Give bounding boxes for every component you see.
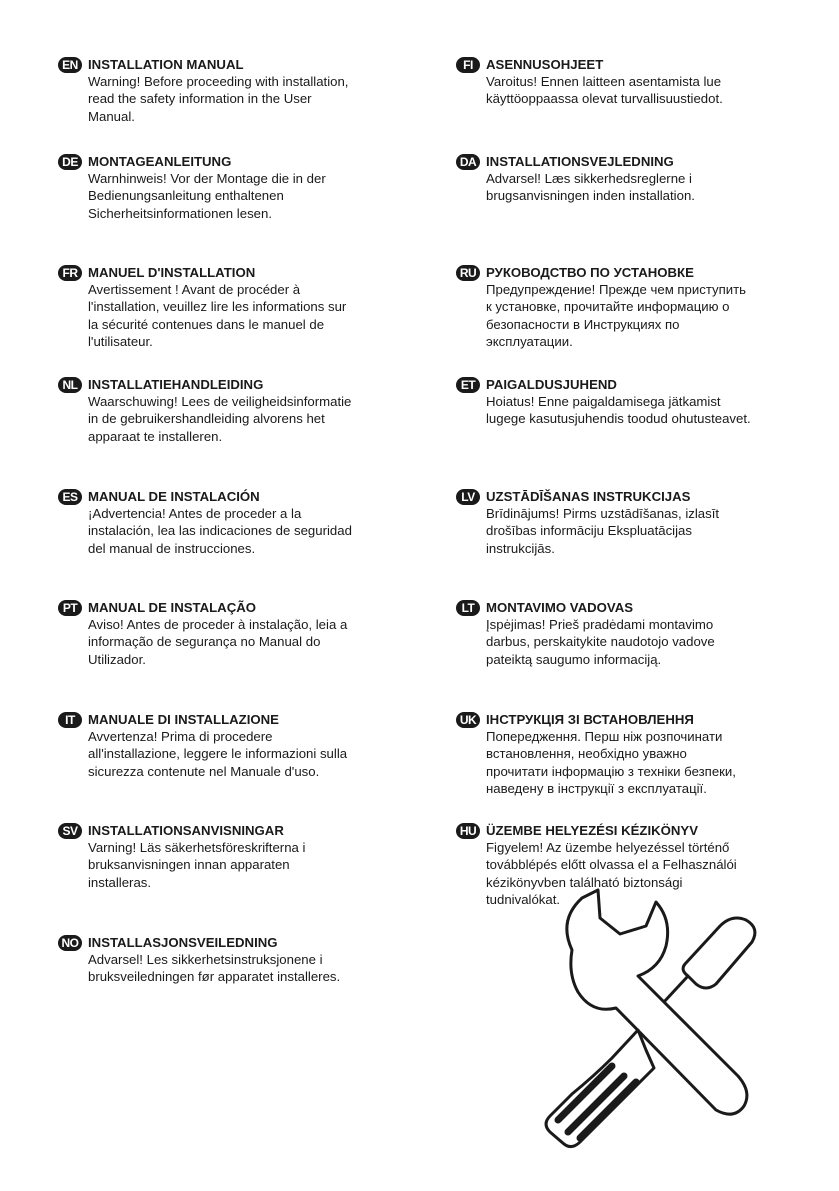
language-badge: LT [456, 600, 480, 616]
section-title: MANUAL DE INSTALACIÓN [88, 489, 260, 504]
section-text: Brīdinājums! Pirms uzstādīšanas, izlasīt drošības informāciju Ekspluatācijas instrukcijās. [486, 506, 720, 556]
language-badge: IT [58, 712, 82, 728]
section-title: MANUAL DE INSTALAÇÃO [88, 600, 257, 615]
section-text: Warnhinweis! Vor der Montage die in der Bedienungsanleitung enthaltenen Sicherheitsinformationen lesen. [88, 171, 326, 221]
section-title: INSTALLASJONSVEILEDNING [88, 935, 278, 950]
language-badge: RU [456, 265, 480, 281]
section-title: PAIGALDUSJUHEND [486, 377, 617, 392]
language-badge: ET [456, 377, 480, 393]
language-badge: PT [58, 600, 82, 616]
language-badge: SV [58, 823, 82, 839]
section-text: Предупреждение! Прежде чем приступить к установке, прочитайте информацию о безопасности в Инструкциях по эксплуатации. [486, 282, 747, 350]
language-badge: FI [456, 57, 480, 73]
section-text: Warning! Before proceeding with installation, read the safety information in the User Manual. [88, 74, 349, 124]
section-title: INSTALLATIONSANVISNINGAR [88, 823, 284, 838]
section-text: Avertissement ! Avant de procéder à l'installation, veuillez lire les informations sur la sécurité contenues dans le manuel de l'utilisateur. [88, 282, 347, 350]
language-badge: DE [58, 154, 82, 170]
language-badge: NO [58, 935, 82, 951]
section-text: Varoitus! Ennen laitteen asentamista lue käyttöoppaassa olevat turvallisuustiedot. [486, 74, 723, 107]
section-text: Advarsel! Læs sikkerhedsreglerne i brugsanvisningen inden installation. [486, 171, 695, 204]
section-text: Hoiatus! Enne paigaldamisega jätkamist lugege kasutusjuhendis toodud ohutusteavet. [486, 394, 751, 427]
section-title: MANUEL D'INSTALLATION [88, 265, 256, 280]
section-text: Įspėjimas! Prieš pradėdami montavimo darbus, perskaitykite naudotojo vadove pateiktą saugumo informaciją. [486, 617, 715, 667]
language-badge: DA [456, 154, 480, 170]
section-text: Попередження. Перш ніж розпочинати встановлення, необхідно уважно прочитати інформацію з техніки безпеки, наведену в інструкції з експлуатації. [486, 729, 736, 797]
section-text: Aviso! Antes de proceder à instalação, leia a informação de segurança no Manual do Utilizador. [88, 617, 348, 667]
language-badge: ES [58, 489, 82, 505]
section-text: Avvertenza! Prima di procedere all'installazione, leggere le informazioni sulla sicurezza contenute nel Manuale d'uso. [88, 729, 348, 779]
section-title: MONTAGEANLEITUNG [88, 154, 232, 169]
section-title: ASENNUSOHJEET [486, 57, 604, 72]
language-badge: NL [58, 377, 82, 393]
language-badge: UK [456, 712, 480, 728]
section-title: INSTALLATIONSVEJLEDNING [486, 154, 674, 169]
section-title: INSTALLATIEHANDLEIDING [88, 377, 264, 392]
section-title: UZSTĀDĪŠANAS INSTRUKCIJAS [486, 489, 691, 504]
wrench-screwdriver-icon [520, 880, 790, 1160]
section-title: ÜZEMBE HELYEZÉSI KÉZIKÖNYV [486, 823, 699, 838]
section-title: MONTAVIMO VADOVAS [486, 600, 634, 615]
language-badge: HU [456, 823, 480, 839]
section-title: MANUALE DI INSTALLAZIONE [88, 712, 279, 727]
section-text: Advarsel! Les sikkerhetsinstruksjonene i bruksveiledningen før apparatet installeres. [88, 952, 341, 985]
section-text: Varning! Läs säkerhetsföreskrifterna i bruksanvisningen innan apparaten installeras. [88, 840, 306, 890]
language-badge: FR [58, 265, 82, 281]
section-title: ІНСТРУКЦІЯ ЗІ ВСТАНОВЛЕННЯ [486, 712, 694, 727]
section-text: ¡Advertencia! Antes de proceder a la instalación, lea las indicaciones de seguridad del manual de instrucciones. [88, 506, 352, 556]
language-badge: EN [58, 57, 82, 73]
language-badge: LV [456, 489, 480, 505]
section-text: Figyelem! Az üzembe helyezéssel történő továbblépés előtt olvassa el a Felhasználói kézikönyvben található biztonsági tudnivalókat. [486, 840, 737, 908]
section-text: Waarschuwing! Lees de veiligheidsinformatie in de gebruikershandleiding alvorens het apparaat te installeren. [88, 394, 352, 444]
section-title: INSTALLATION MANUAL [88, 57, 244, 72]
section-title: РУКОВОДСТВО ПО УСТАНОВКЕ [486, 265, 694, 280]
